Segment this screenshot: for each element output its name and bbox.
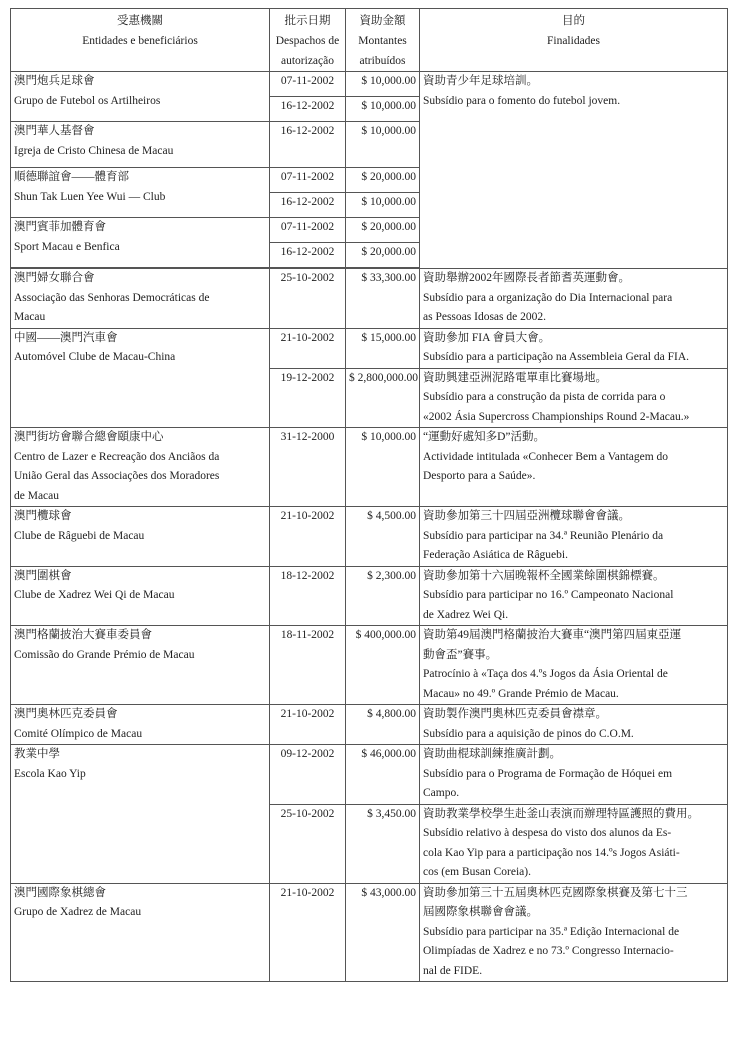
entity-name-zh: 順德聯誼會——體育部 xyxy=(14,171,129,183)
entity-name-zh: 澳門圍棋會 xyxy=(14,569,72,582)
date-cell: 21-10-2002 xyxy=(270,705,346,745)
purpose-zh: 資助曲棍球訓練推廣計劃。 xyxy=(423,748,561,760)
entity-name-zh: 澳門奧林匹克委員會 xyxy=(14,708,118,720)
amount-cell: $ 20,000.00 xyxy=(346,218,420,243)
purpose-cell xyxy=(420,269,728,329)
entity-name-pt: Macau xyxy=(14,311,46,323)
purpose-zh: 動會盃”賽事。 xyxy=(423,648,498,661)
entity-name-zh: 澳門炮兵足球會 xyxy=(14,75,95,87)
amount-cell: $ 33,300.00 xyxy=(346,269,420,329)
amount-cell: $ 20,000.00 xyxy=(346,243,420,268)
purpose-pt: Subsídio para a participação na Assembleia Geral da FIA. xyxy=(423,351,690,363)
entity-name-pt: Centro de Lazer e Recreação dos Anciãos da xyxy=(14,450,220,463)
amount-cell: $ 10,000.00 xyxy=(346,428,420,507)
amount-cell: $ 4,800.00 xyxy=(346,705,420,745)
date-cell: 25-10-2002 xyxy=(270,269,346,329)
date-cell: 16-12-2002 xyxy=(270,97,346,122)
header-entity xyxy=(11,9,270,72)
table-row xyxy=(11,269,728,329)
purpose-pt: cos (em Busan Coreia). xyxy=(423,866,531,878)
purpose-pt: de Xadrez Wei Qi. xyxy=(423,608,509,621)
purpose-zh: 資助教業學校學生赴釜山表演而辦理特區護照的費用。 xyxy=(423,807,699,820)
purpose-cell xyxy=(420,626,728,705)
purpose-cell xyxy=(420,507,728,567)
purpose-pt: Subsídio para participar no 16.º Campeonato Nacional xyxy=(423,589,674,601)
entity-name-pt: União Geral das Associações dos Moradores xyxy=(14,470,220,482)
purpose-cell xyxy=(420,566,728,626)
purpose-cell xyxy=(420,72,728,269)
entity-cell xyxy=(11,122,270,168)
date-cell: 16-12-2002 xyxy=(270,193,346,218)
purpose-zh: 屆國際象棋聯會會議。 xyxy=(423,906,538,918)
purpose-zh: 資助舉辦2002年國際長者節耆英運動會。 xyxy=(423,272,630,284)
entity-cell xyxy=(11,705,270,745)
entity-name-pt: Grupo de Futebol os Artilheiros xyxy=(14,94,161,107)
table-row xyxy=(11,428,728,507)
entity-cell xyxy=(11,218,270,268)
table-header xyxy=(11,9,728,72)
table-row xyxy=(11,626,728,705)
entity-name-pt: Igreja de Cristo Chinesa de Macau xyxy=(14,144,174,157)
date-cell: 19-12-2002 xyxy=(270,368,346,428)
entity-name-pt: Associação das Senhoras Democráticas de xyxy=(14,291,210,304)
purpose-zh: 資助參加 FIA 會員大會。 xyxy=(423,331,551,344)
amount-cell: $ 46,000.00 xyxy=(346,745,420,805)
purpose-zh: 資助第49屆澳門格蘭披治大賽車“澳門第四屆東亞運 xyxy=(423,629,682,641)
entity-cell xyxy=(11,507,270,567)
purpose-pt: Desporto para a Saúde». xyxy=(423,470,536,482)
entity-cell xyxy=(11,328,270,428)
purpose-pt: Subsídio para o fomento do futebol jovem. xyxy=(423,94,621,107)
amount-cell: $ 4,500.00 xyxy=(346,507,420,567)
entity-cell xyxy=(11,72,270,122)
table-row xyxy=(11,566,728,626)
amount-cell: $ 10,000.00 xyxy=(346,122,420,168)
header-amount-pt: Montantes xyxy=(358,35,407,47)
purpose-pt: Federação Asiática de Râguebi. xyxy=(423,549,568,561)
entity-name-zh: 澳門賓菲加體育會 xyxy=(14,221,106,233)
purpose-pt: nal de FIDE. xyxy=(423,964,483,977)
header-date xyxy=(270,9,346,72)
entity-name-pt: de Macau xyxy=(14,489,60,502)
date-cell: 18-11-2002 xyxy=(270,626,346,705)
entity-cell xyxy=(11,745,270,884)
table-row xyxy=(11,507,728,567)
entity-cell xyxy=(11,269,270,329)
amount-cell: $ 10,000.00 xyxy=(346,97,420,122)
entity-cell xyxy=(11,626,270,705)
entity-cell xyxy=(11,428,270,507)
purpose-zh: 資助參加第三十四屆亞洲欖球聯會會議。 xyxy=(423,510,630,522)
header-purpose-zh: 目的 xyxy=(562,15,585,27)
entity-name-zh: 澳門格蘭披治大賽車委員會 xyxy=(14,629,152,641)
amount-cell: $ 10,000.00 xyxy=(346,193,420,218)
date-cell: 18-12-2002 xyxy=(270,566,346,626)
purpose-pt: Actividade intitulada «Conhecer Bem a Vantagem do xyxy=(423,450,669,463)
entity-name-pt: Comité Olímpico de Macau xyxy=(14,727,143,740)
amount-cell: $ 20,000.00 xyxy=(346,168,420,193)
header-purpose-pt: Finalidades xyxy=(546,35,601,47)
header-date-pt: autorização xyxy=(281,55,334,67)
date-cell: 16-12-2002 xyxy=(270,122,346,168)
entity-cell xyxy=(11,566,270,626)
entity-name-pt: Clube de Râguebi de Macau xyxy=(14,529,145,542)
amount-cell: $ 10,000.00 xyxy=(346,72,420,97)
entity-name-pt: Clube de Xadrez Wei Qi de Macau xyxy=(14,589,175,601)
entity-name-pt: Grupo de Xadrez de Macau xyxy=(14,906,142,918)
date-cell: 25-10-2002 xyxy=(270,804,346,883)
purpose-zh: “運動好處知多D”活動。 xyxy=(423,431,546,443)
entity-name-pt: Sport Macau e Benfica xyxy=(14,240,120,253)
header-amount-pt: atribuídos xyxy=(359,55,406,67)
amount-cell: $ 43,000.00 xyxy=(346,883,420,982)
purpose-pt: Patrocínio à «Taça dos 4.ºs Jogos da Ásia Oriental de xyxy=(423,668,668,680)
header-purpose xyxy=(420,9,728,72)
amount-cell: $ 3,450.00 xyxy=(346,804,420,883)
purpose-pt: «2002 Ásia Supercross Championships Round 2-Macau.» xyxy=(423,410,690,423)
entity-name-pt: Escola Kao Yip xyxy=(14,767,86,780)
purpose-zh: 資助參加第十六屆晚報杯全國業餘圍棋錦標賽。 xyxy=(423,569,665,582)
table-row xyxy=(11,705,728,745)
entity-name-pt: Comissão do Grande Prémio de Macau xyxy=(14,648,195,661)
purpose-cell xyxy=(420,883,728,982)
date-cell: 07-11-2002 xyxy=(270,72,346,97)
entity-name-zh: 澳門華人基督會 xyxy=(14,125,95,137)
amount-cell: $ 2,300.00 xyxy=(346,566,420,626)
purpose-pt: Campo. xyxy=(423,787,460,799)
header-entity-zh: 受惠機關 xyxy=(117,15,163,27)
header-amount xyxy=(346,9,420,72)
entity-name-zh: 教業中學 xyxy=(14,748,60,760)
header-amount-zh: 資助金額 xyxy=(359,15,406,27)
date-cell: 07-11-2002 xyxy=(270,168,346,193)
purpose-pt: cola Kao Yip para a participação nos 14.ºs Jogos Asiáti- xyxy=(423,846,680,859)
entity-name-zh: 中國——澳門汽車會 xyxy=(14,331,118,344)
purpose-pt: Subsídio para participar na 35.ª Edição Internacional de xyxy=(423,925,680,938)
purpose-cell xyxy=(420,745,728,805)
date-cell: 07-11-2002 xyxy=(270,218,346,243)
purpose-zh: 資助製作澳門奧林匹克委員會襟章。 xyxy=(423,708,607,720)
purpose-cell xyxy=(420,428,728,507)
grants-table xyxy=(10,8,728,982)
entity-name-pt: Shun Tak Luen Yee Wui — Club xyxy=(14,190,166,203)
entity-name-zh: 澳門國際象棋總會 xyxy=(14,886,106,899)
amount-cell: $ 2,800,000.00 xyxy=(346,368,420,428)
purpose-pt: as Pessoas Idosas de 2002. xyxy=(423,311,546,323)
purpose-pt: Subsídio para a construção da pista de corrida para o xyxy=(423,391,666,403)
table-row xyxy=(11,883,728,982)
amount-cell: $ 15,000.00 xyxy=(346,328,420,368)
purpose-cell xyxy=(420,804,728,883)
date-cell: 21-10-2002 xyxy=(270,507,346,567)
date-cell: 31-12-2000 xyxy=(270,428,346,507)
entity-cell xyxy=(11,168,270,218)
purpose-pt: Subsídio para participar na 34.ª Reunião Plenário da xyxy=(423,529,664,542)
purpose-pt: Olimpíadas de Xadrez e no 73.º Congresso Internacio- xyxy=(423,945,674,957)
table-row xyxy=(11,328,728,368)
entity-name-zh: 澳門婦女聯合會 xyxy=(14,272,95,284)
header-date-pt: Despachos de xyxy=(275,35,340,47)
header-entity-pt: Entidades e beneficiários xyxy=(82,35,198,47)
purpose-zh: 資助青少年足球培訓。 xyxy=(423,75,538,87)
entity-name-zh: 澳門欖球會 xyxy=(14,510,72,522)
purpose-pt: Subsídio para a aquisição de pinos do C.O.M. xyxy=(423,727,634,740)
purpose-cell xyxy=(420,368,728,428)
purpose-pt: Macau» no 49.º Grande Prémio de Macau. xyxy=(423,687,619,700)
amount-cell: $ 400,000.00 xyxy=(346,626,420,705)
date-cell: 21-10-2002 xyxy=(270,883,346,982)
purpose-cell xyxy=(420,705,728,745)
purpose-cell xyxy=(420,328,728,368)
purpose-pt: Subsídio para a organização do Dia Internacional para xyxy=(423,291,673,304)
date-cell: 09-12-2002 xyxy=(270,745,346,805)
table-row xyxy=(11,745,728,805)
purpose-pt: Subsídio para o Programa de Formação de Hóquei em xyxy=(423,767,673,780)
entity-name-zh: 澳門街坊會聯合總會頤康中心 xyxy=(14,431,164,443)
entity-name-pt: Automóvel Clube de Macau-China xyxy=(14,351,176,363)
purpose-zh: 資助參加第三十五屆奧林匹克國際象棋賽及第七十三 xyxy=(423,886,688,899)
table-row xyxy=(11,72,728,97)
date-cell: 16-12-2002 xyxy=(270,243,346,268)
purpose-zh: 資助興建亞洲泥路電單車比賽場地。 xyxy=(423,371,607,384)
entity-cell xyxy=(11,883,270,982)
purpose-pt: Subsídio relativo à despesa do visto dos alunos da Es- xyxy=(423,827,672,839)
header-date-zh: 批示日期 xyxy=(284,15,331,27)
date-cell: 21-10-2002 xyxy=(270,328,346,368)
